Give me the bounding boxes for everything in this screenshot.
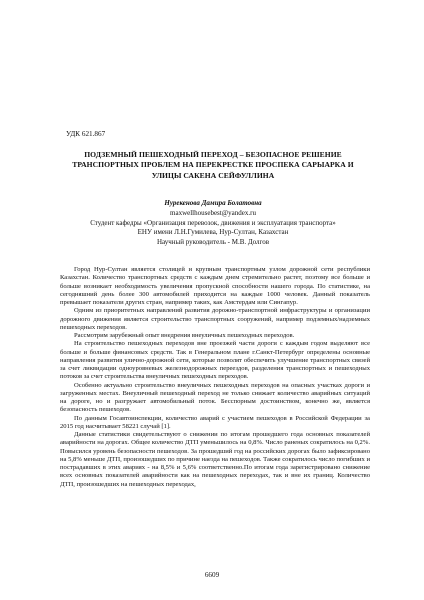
paragraph: Одним из приоритетных направлений развития дорожно-транспортной инфраструктуры и организации дорожного движения является строительство транспортных сооружений, например подземных/надземных пешеходных переходов. (60, 307, 370, 331)
paragraph: Рассмотрим зарубежный опыт внедрения внеуличных пешеходных переходов. (74, 332, 295, 339)
paragraph: Город Нур-Султан является столицей и крупным транспортным узлом дорожной сети республики Казахстан. Количество транспортных средств с каждым днем стремительно растет, поэтому все больше и больше возникает необходимость увеличения пропускной способности нашего города. По статистике, на сегодняшний день более 300 автомобилей приходится на каждые 1000 человек. Данный показатель превышает показатели других стран, например таких, как Амстердам или Сингапур. (60, 266, 370, 306)
page-number: 6609 (204, 571, 220, 579)
paragraph: По данным Госавтоинспекции, количество аварий с участием пешеходов в Российской Федерации за 2015 год насчитывает 58221 случай [1]. (60, 414, 370, 430)
article-body (60, 266, 370, 489)
author-email: maxwellhousebest@yandex.ru (170, 208, 256, 217)
paragraph: Данные статистики свидетельствуют о снижении по итогам прошедшего года основных показателей аварийности на дорогах. Общее количество ДТП уменьшилось на 0,8%. Число раненых сократилось на 0,2%. Повысился уровень безопасности пешеходов. За прошедший год на российских дорогах было зафиксировано на 5,8% меньше ДТП, произошедших по причине наезда на пешеходов. Также сократилось число погибших и пострадавших в этих авариях - на 8,5% и 5,6% соответственно.По итогам года зарегистрировано снижение всех основных показателей аварийности как на пешеходных переходах, так и вне их границ. Количество ДТП, произошедших на пешеходных переходах, (60, 431, 370, 488)
udc-code: УДК 621.867 (66, 130, 106, 138)
paragraph: Особенно актуально строительство внеуличных пешеходных переходов на опасных участках дороги и загруженных местах. Внеуличный пешеходный переход не только снижает количество аварийных ситуаций на дороге, но и разгружает автомобильный поток. Бесспорным достоинством, конечно же, является безопасность пешеходов. (60, 381, 370, 414)
author-name: Нурекенова Дамира Болатовна (164, 199, 262, 207)
author-supervisor: Научный руководитель - М.В. Долгов (156, 238, 270, 247)
author-university: ЕНУ имени Л.Н.Гумилева, Нур-Султан, Казахстан (137, 228, 289, 237)
paragraph: На строительство пешеходных переходов вне проезжей части дороги с каждым годом выделяют все больше и больше финансовых средств. Так в Генеральном плане г.Санкт-Петербург определены основные направления развития улично-дорожной сети, которые позволят обеспечить улучшение транспортных связей за счет ликвидации одноуровневых железнодорожных переездов, разделения транспортных и пешеходных потоков за счет строительства внеуличных пешеходных переходов. (60, 340, 370, 381)
author-position: Студент кафедры «Организация перевозок, движения и эксплуатация транспорта» (90, 218, 336, 227)
author-block (64, 199, 362, 248)
article-title: ПОДЗЕМНЫЙ ПЕШЕХОДНЫЙ ПЕРЕХОД – БЕЗОПАСНОЕ РЕШЕНИЕ ТРАНСПОРТНЫХ ПРОБЛЕМ НА ПЕРЕКРЕСТКЕ ПРОСПЕКА САРЫАРКА И УЛИЦЫ САКЕНА СЕЙФУЛЛИНА (72, 150, 354, 180)
